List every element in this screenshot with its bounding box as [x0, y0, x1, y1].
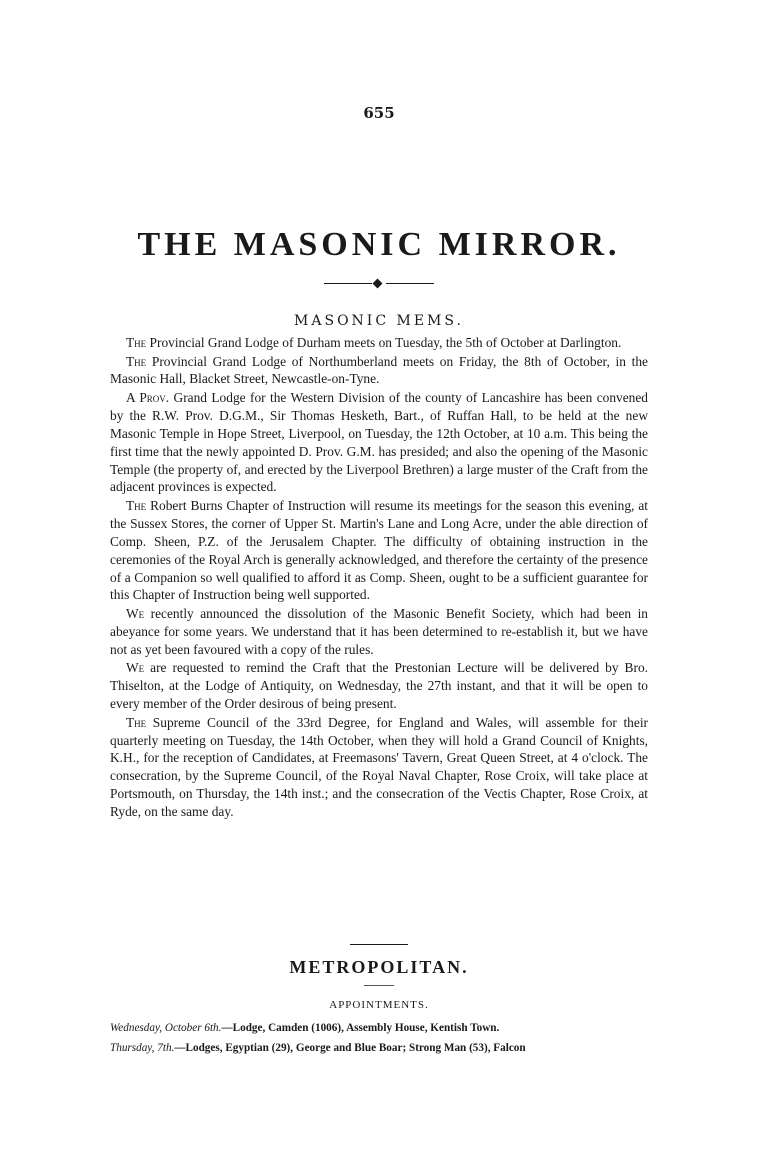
mem-lead: A Prov.	[126, 389, 170, 405]
journal-page	[110, 0, 648, 1156]
mem-text: Robert Burns Chapter of Instruction will resume its meetings for the season this evening, at the Sussex Stores, the corner of Upper St. Martin's Lane and Long Acre, under the able direction of Comp. Sheen, P.Z. of the Jerusalem Chapter. The difficulty of obtaining instruction in the ceremonies of the Royal Arch is generally acknowledged, and therefore the certainty of the presence of a Companion so well qualified to afford it as Comp. Sheen, ought to be a sufficient guarantee for this Chapter of Instruction being well supported.	[110, 497, 648, 603]
mem-text: Provincial Grand Lodge of Durham meets on Tuesday, the 5th of October at Darlington.	[146, 335, 622, 350]
appointment-day: Wednesday, October 6th.	[110, 1022, 222, 1034]
ornament-divider	[324, 280, 434, 288]
mem-paragraph	[110, 497, 648, 604]
mem-text: Grand Lodge for the Western Division of the county of Lancashire has been convened by the R.W. Prov. D.G.M., Sir Thomas Hesketh, Bart., of Ruffan Hall, to be held at the new Masonic Temple in Hope Street, Liverpool, on Tuesday, the 12th October, at 10 a.m. This being the first time that the newly appointed D. Prov. G.M. has presided; and also the opening of the Masonic Temple (the property of, and erected by the Liverpool Brethren) a large muster of the Craft from the adjacent provinces is expected.	[110, 389, 648, 495]
mem-lead: The	[126, 353, 147, 369]
section-rule	[350, 944, 408, 945]
ornament-line-right	[386, 283, 434, 284]
mem-text: Supreme Council of the 33rd Degree, for England and Wales, will assemble for their quarterly meeting on Tuesday, the 14th October, when they will hold a Grand Council of Knights, K.H., for the reception of Candidates, at Freemasons' Tavern, Great Queen Street, at 4 o'clock. The consecration, by the Supreme Council, of the Royal Naval Chapter, Rose Croix, will take place at Portsmouth, on Thursday, the 14th inst.; and the consecration of the Vectis Chapter, Rose Croix, at Ryde, on the same day.	[110, 714, 648, 820]
masonic-mems-body	[110, 334, 648, 822]
ornament-line-left	[324, 283, 372, 284]
mem-paragraph	[110, 605, 648, 659]
section-heading-metropolitan: METROPOLITAN.	[289, 957, 469, 977]
subsection-rule	[364, 985, 394, 986]
mem-text: Provincial Grand Lodge of Northumberland meets on Friday, the 8th of October, in the Masonic Hall, Blacket Street, Newcastle-on-Tyne.	[110, 353, 648, 387]
masthead-title: THE MASONIC MIRROR.	[137, 226, 621, 263]
mem-text: recently announced the dissolution of the Masonic Benefit Society, which had been in abeyance for some years. We understand that it has been determined to re-establish it, but we have not as yet been favoured with a copy of the rules.	[110, 605, 648, 657]
page-number: 655	[363, 104, 395, 122]
mem-lead: We	[126, 605, 145, 621]
mem-paragraph	[110, 659, 648, 713]
appointment-entry	[110, 1022, 648, 1034]
mem-lead: We	[126, 660, 145, 676]
mem-lead: The	[126, 497, 147, 513]
mem-lead: The	[126, 335, 147, 350]
appointment-entry	[110, 1042, 648, 1054]
section-heading-masonic-mems: MASONIC MEMS.	[294, 313, 464, 329]
mem-paragraph	[110, 353, 648, 389]
diamond-ornament-icon	[373, 279, 383, 289]
mem-paragraph	[110, 714, 648, 821]
mem-paragraph	[110, 389, 648, 496]
appointment-text: —Lodges, Egyptian (29), George and Blue Boar; Strong Man (53), Falcon	[174, 1042, 526, 1054]
mem-paragraph	[110, 334, 648, 352]
appointment-text: —Lodge, Camden (1006), Assembly House, Kentish Town.	[221, 1022, 500, 1034]
subheading-appointments: APPOINTMENTS.	[329, 999, 429, 1011]
appointment-day: Thursday, 7th.	[110, 1042, 175, 1054]
mem-lead: The	[126, 714, 147, 730]
mem-text: are requested to remind the Craft that the Prestonian Lecture will be delivered by Bro. Thiselton, at the Lodge of Antiquity, on Wednesday, the 27th instant, and that it will be open to every member of the Order desirous of being present.	[110, 660, 648, 712]
